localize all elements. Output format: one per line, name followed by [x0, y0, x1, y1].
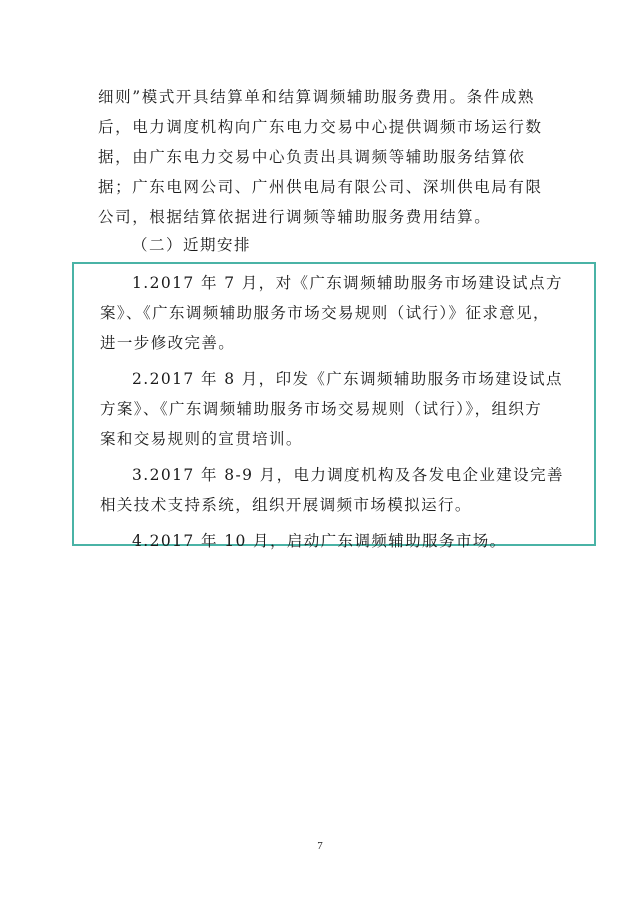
schedule-item-line: 进一步修改完善。	[100, 334, 236, 352]
schedule-item-line: 案》、《广东调频辅助服务市场交易规则（试行）》征求意见，	[100, 304, 550, 322]
schedule-item-line: 2.2017 年 8 月，印发《广东调频辅助服务市场建设试点	[132, 370, 563, 388]
schedule-item	[100, 460, 572, 520]
paragraph-line: 公司，根据结算依据进行调频等辅助服务费用结算。	[98, 208, 492, 226]
paragraph-line: 细则”模式开具结算单和结算调频辅助服务费用。条件成熟	[98, 88, 536, 106]
schedule-item	[100, 268, 572, 358]
schedule-item-line: 4.2017 年 10 月，启动广东调频辅助服务市场。	[132, 532, 507, 550]
schedule-item-line: 方案》、《广东调频辅助服务市场交易规则（试行）》，组织方	[100, 400, 543, 418]
paragraph-line: 后，电力调度机构向广东电力交易中心提供调频市场运行数	[98, 118, 543, 136]
schedule-item	[100, 364, 572, 454]
settlement-paragraph	[98, 82, 548, 232]
page-number: 7	[317, 840, 323, 852]
schedule-highlight-box	[72, 262, 596, 550]
schedule-item-line: 3.2017 年 8-9 月，电力调度机构及各发电企业建设完善	[132, 466, 564, 484]
paragraph-line: 据，由广东电力交易中心负责出具调频等辅助服务结算依	[98, 148, 526, 166]
section-subheading: （二）近期安排	[132, 236, 252, 254]
schedule-item-line: 案和交易规则的宣贯培训。	[100, 430, 303, 448]
paragraph-line: 据；广东电网公司、广州供电局有限公司、深圳供电局有限	[98, 178, 543, 196]
schedule-item	[100, 526, 572, 556]
schedule-item-line: 1.2017 年 7 月，对《广东调频辅助服务市场建设试点方	[132, 274, 563, 292]
schedule-list	[100, 268, 572, 556]
schedule-item-line: 相关技术支持系统，组织开展调频市场模拟运行。	[100, 496, 472, 514]
